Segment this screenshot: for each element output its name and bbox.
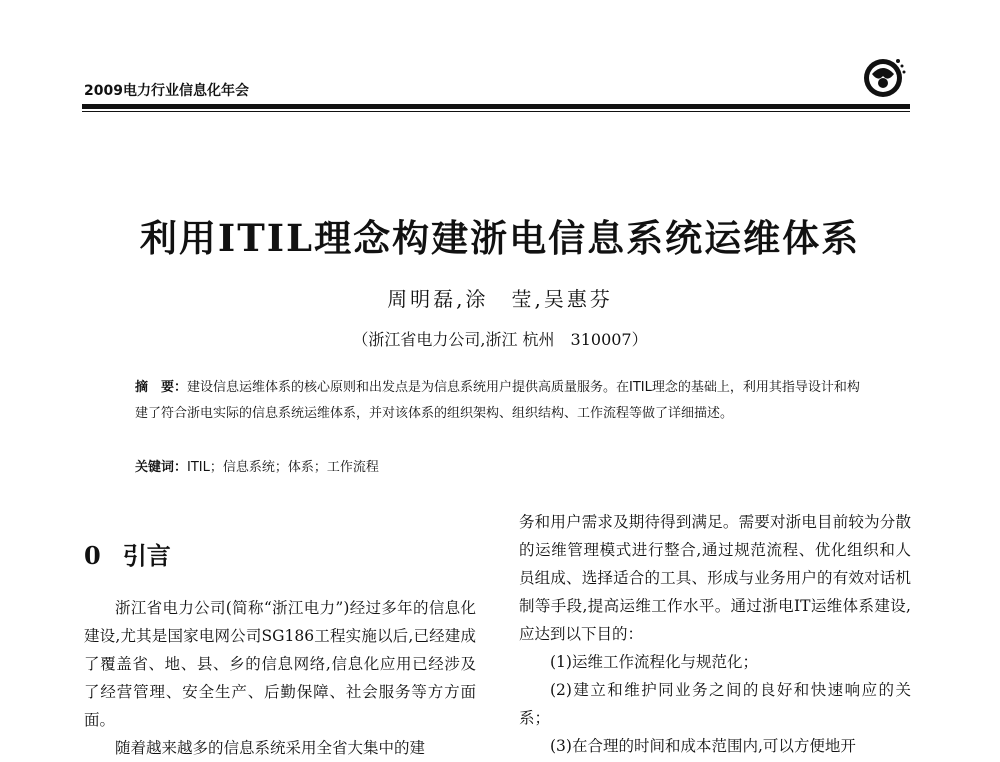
header-rule-thin (82, 111, 910, 112)
affiliation: （浙江省电力公司,浙江 杭州 310007） (352, 330, 648, 349)
abstract-label: 摘 要： (135, 380, 188, 395)
paragraph: 随着越来越多的信息系统采用全省大集中的建 (115, 739, 426, 757)
abstract (135, 375, 870, 427)
section-number: 0 (84, 541, 101, 570)
keywords-text: ITIL；信息系统；体系；工作流程 (187, 460, 379, 475)
list-item: (3)在合理的时间和成本范围内,可以方便地开 (550, 737, 856, 755)
paper-title: 利用ITIL理念构建浙电信息系统运维体系 (139, 216, 861, 260)
right-column (519, 508, 911, 760)
author-list: 周明磊,涂 莹,吴惠芬 (387, 287, 613, 311)
keywords (135, 456, 870, 475)
conference-header: 2009电力行业信息化年会 (84, 83, 249, 99)
abstract-text: 建设信息运维体系的核心原则和出发点是为信息系统用户提供高质量服务。在ITIL理念的基础上，利用其指导设计和构建了符合浙电实际的信息系统运维体系，并对该体系的组织架构、组织结构、工作流程等做了详细描述。 (135, 380, 860, 421)
paragraph: 务和用户需求及期待得到满足。需要对浙电目前较为分散的运维管理模式进行整合,通过规范流程、优化组织和人员组成、选择适合的工具、形成与业务用户的有效对话机制等手段,提高运维工作水平。通过浙电IT运维体系建设,应达到以下目的： (519, 513, 911, 643)
left-column (84, 594, 476, 762)
paragraph: 浙江省电力公司(简称“浙江电力”)经过多年的信息化建设,尤其是国家电网公司SG186工程实施以后,已经建成了覆盖省、地、县、乡的信息网络,信息化应用已经涉及了经营管理、安全生产、后勤保障、社会服务等方方面面。 (84, 599, 476, 729)
keywords-label: 关键词： (135, 460, 188, 475)
list-item: (1)运维工作流程化与规范化； (550, 653, 758, 671)
header-rule-thick (82, 104, 910, 109)
section-title: 引言 (122, 541, 171, 570)
list-item: (2)建立和维护同业务之间的良好和快速响应的关系； (519, 681, 911, 727)
conference-seal-icon (858, 52, 908, 100)
section-heading (84, 536, 171, 571)
